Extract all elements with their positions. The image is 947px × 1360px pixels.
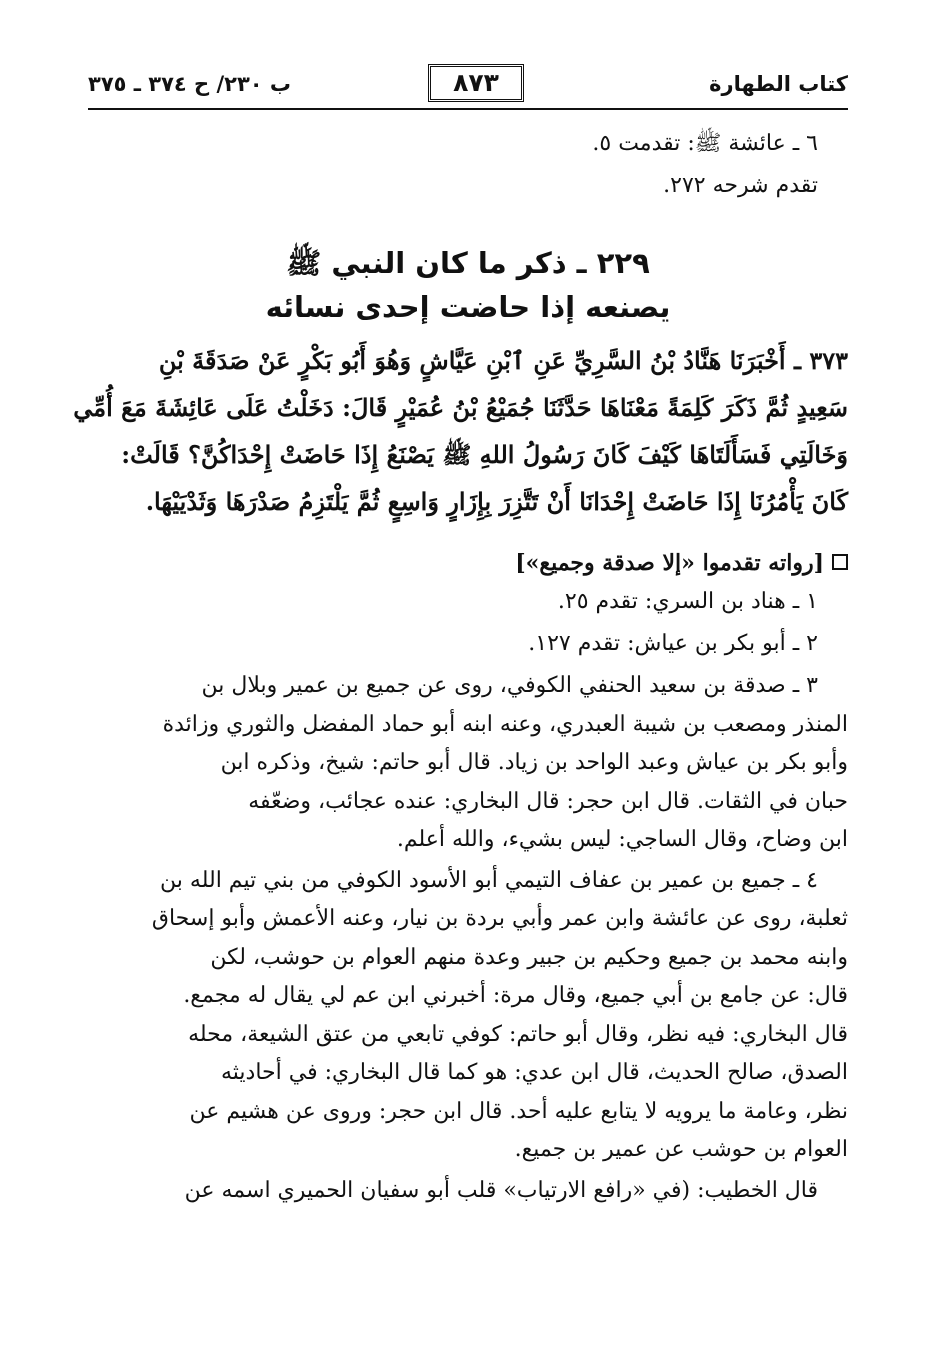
hadith-line: سَعِيدٍ ثُمَّ ذَكَرَ كَلِمَةً مَعْنَاهَا حَدَّثَنَا جُمَيْعُ بْنُ عُمَيْرٍ قَالَ: دَخَلْتُ عَلَى عَائِشَةَ مَعَ أُمِّي [73, 393, 848, 422]
narrator-paragraph [88, 667, 848, 860]
narrators-heading [88, 545, 848, 581]
paragraph-line: ابن وضاح، وقال الساجي: ليس بشيء، والله أعلم. [396, 827, 848, 852]
intro-line: ٦ ـ عائشة ﷺ: تقدمت ٥. [592, 131, 818, 156]
paragraph-line: الصدق، صالح الحديث، قال ابن عدي: هو كما قال البخاري: في أحاديثه [220, 1060, 848, 1085]
narrator-item: ١ ـ هناد بن السري: تقدم ٢٥. [557, 589, 818, 614]
hadith-text [73, 337, 848, 525]
paragraph-line: ٣ ـ صدقة بن سعيد الحنفي الكوفي، روى عن جميع بن عمير وبلال بن [201, 673, 818, 698]
intro-line: تقدم شرحه ٢٧٢. [663, 173, 818, 198]
header-reference: ب ٢٣٠/ ح ٣٧٤ ـ ٣٧٥ [88, 72, 292, 96]
hadith-line: ٣٧٣ ـ أَخْبَرَنَا هَنَّادُ بْنُ السَّرِيِّ عَنِ ٱبْنِ عَيَّاشٍ وَهُوَ أَبُو بَكْرٍ عَنْ صَدَقَةَ بْنِ [158, 346, 848, 375]
paragraph-line: ثعلبة، روى عن عائشة وابن عمر وأبي بردة بن نيار، وعنه الأعمش وأبو إسحاق [151, 906, 848, 931]
narrator-paragraph [88, 862, 848, 1170]
chapter-title-line: يصنعه إذا حاضت إحدى نسائه [265, 290, 671, 324]
paragraph-line: قال الخطيب: (في «رافع الارتياب» قلب أبو سفيان الحميري اسمه عن [184, 1177, 818, 1203]
paragraph-line: قال: عن جامع بن أبي جميع، وقال مرة: أخبرني ابن عم لي يقال له مجمع. [183, 983, 848, 1008]
chapter-title-line: ٢٢٩ ـ ذكر ما كان النبي ﷺ [286, 246, 650, 280]
narrator-item: ٢ ـ أبو بكر بن عياش: تقدم ١٢٧. [528, 631, 818, 656]
hadith-line: كَانَ يَأْمُرُنَا إِذَا حَاضَتْ إِحْدَانَا أَنْ تَتَّزِرَ بِإِزَارٍ وَاسِعٍ ثُمَّ يَلْتَزِمُ صَدْرَهَا وَثَدْيَيْهَا. [145, 487, 848, 516]
paragraph-line: وأبو بكر بن عياش وعبد الواحد بن زياد. قال أبو حاتم: شيخ، وذكره ابن [220, 750, 848, 775]
square-bullet-icon [832, 554, 848, 570]
narrators-heading-text: [رواته تقدموا «إلا صدقة وجميع»] [515, 550, 824, 576]
paragraph-line: حبان في الثقات. قال ابن حجر: قال البخاري: عنده عجائب، وضعّفه [248, 788, 848, 814]
narrator-paragraph [88, 1172, 848, 1211]
paragraph-line: المنذر ومصعب بن شيبة العبدري، وعنه ابنه أبو حماد المفضل والثوري وزائدة [162, 711, 848, 737]
header-title: كتاب الطهارة [709, 72, 848, 96]
page-content [73, 125, 848, 1210]
paragraph-line: العوام بن حوشب عن عمير بن جميع. [514, 1137, 848, 1162]
chapter-heading [88, 241, 848, 329]
paragraph-line: ٤ ـ جميع بن عمير بن عفاف التيمي أبو الأسود الكوفي من بني تيم الله بن [160, 867, 818, 893]
paragraph-line: نظر، وعامة ما يرويه لا يتابع عليه أحد. قال ابن حجر: وروى عن هشيم عن [189, 1098, 848, 1124]
header-divider [88, 108, 848, 110]
paragraph-line: وابنه محمد بن جميع وحكيم بن جبير وعدة منهم العوام بن حوشب، لكن [210, 944, 848, 970]
page-header [88, 62, 848, 108]
hadith-line: وَخَالَتِي فَسَأَلَتَاهَا كَيْفَ كَانَ رَسُولُ اللهِ ﷺ يَصْنَعُ إِذَا حَاضَتْ إِحْدَاكُنَّ؟ قَالَتْ: [121, 440, 848, 469]
page-number: ٨٧٣ [428, 64, 524, 102]
paragraph-line: قال البخاري: فيه نظر، وقال أبو حاتم: كوفي تابعي من عتق الشيعة، محله [188, 1021, 848, 1047]
